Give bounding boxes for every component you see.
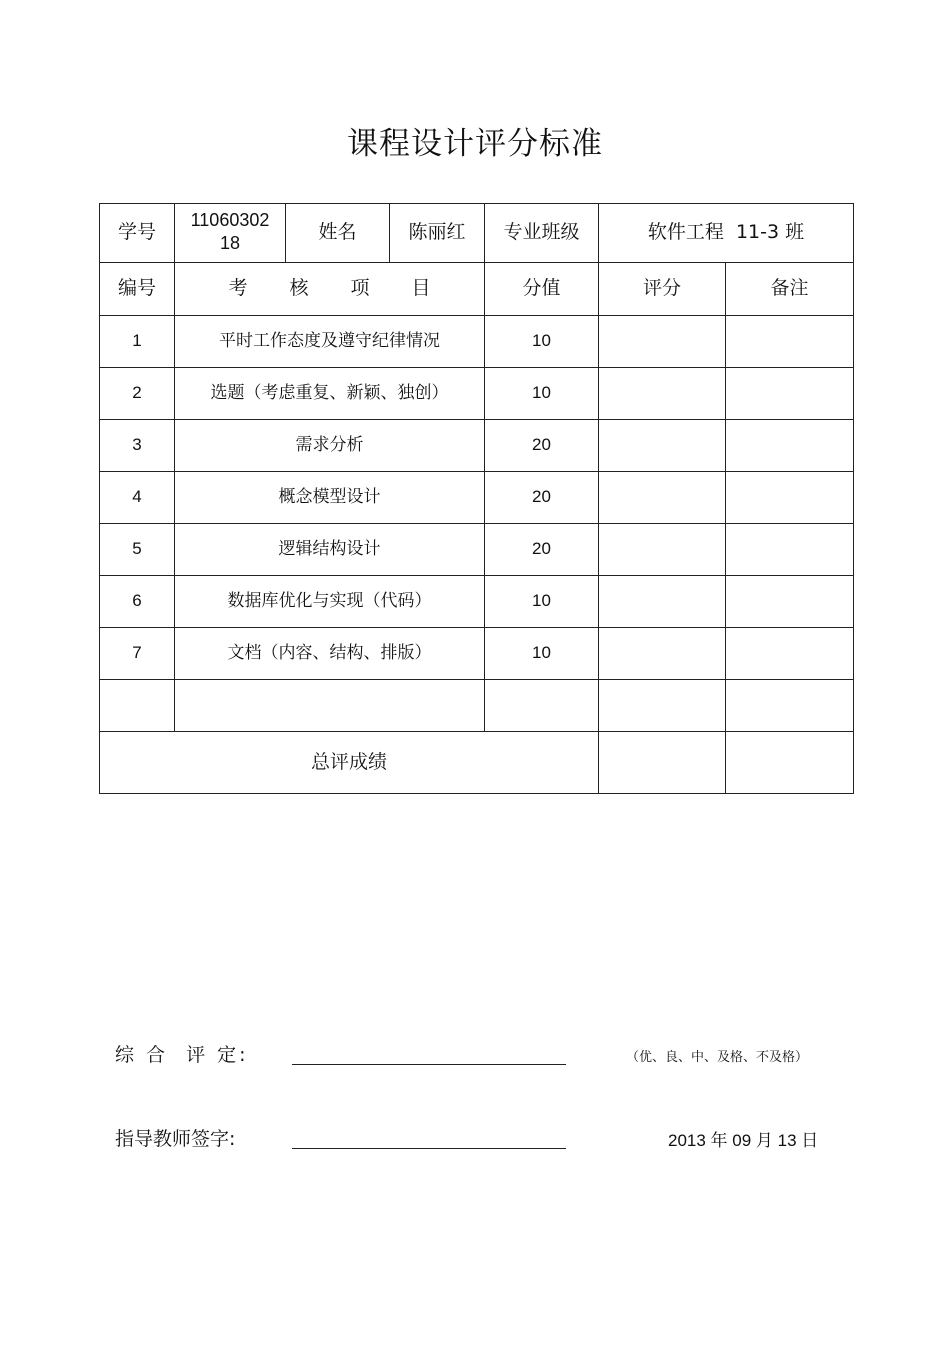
col-remark: 备注 <box>726 263 854 316</box>
item-name: 平时工作态度及遵守纪律情况 <box>175 316 485 368</box>
item-grade-cell <box>599 368 726 420</box>
item-no: 7 <box>100 628 175 680</box>
student-id-value <box>175 204 286 263</box>
table-row <box>100 368 854 420</box>
item-no: 5 <box>100 524 175 576</box>
total-remark-cell <box>726 732 854 794</box>
item-remark-cell <box>726 472 854 524</box>
table-row <box>100 316 854 368</box>
total-grade-cell <box>599 732 726 794</box>
empty-cell <box>175 680 485 732</box>
table-row <box>100 576 854 628</box>
empty-cell <box>485 680 599 732</box>
student-info-row <box>100 204 854 263</box>
column-header-row <box>100 263 854 316</box>
col-grade: 评分 <box>599 263 726 316</box>
item-grade-cell <box>599 524 726 576</box>
table-row <box>100 628 854 680</box>
item-name: 概念模型设计 <box>175 472 485 524</box>
col-no: 编号 <box>100 263 175 316</box>
item-score: 10 <box>485 576 599 628</box>
item-score: 10 <box>485 368 599 420</box>
table-row <box>100 472 854 524</box>
item-grade-cell <box>599 316 726 368</box>
item-remark-cell <box>726 420 854 472</box>
empty-cell <box>599 680 726 732</box>
item-name: 选题（考虑重复、新颖、独创） <box>175 368 485 420</box>
empty-cell <box>726 680 854 732</box>
item-score: 10 <box>485 628 599 680</box>
student-id-label: 学号 <box>100 204 175 263</box>
grading-table <box>99 203 854 794</box>
student-id-line2: 18 <box>219 233 241 254</box>
item-grade-cell <box>599 472 726 524</box>
item-name: 需求分析 <box>175 420 485 472</box>
item-grade-cell <box>599 420 726 472</box>
signature-line[interactable] <box>292 1148 566 1149</box>
item-score: 20 <box>485 420 599 472</box>
item-grade-cell <box>599 628 726 680</box>
empty-row <box>100 680 854 732</box>
item-score: 20 <box>485 472 599 524</box>
sign-date: 2013 年 09 月 13 日 <box>668 1131 819 1150</box>
item-remark-cell <box>726 524 854 576</box>
item-name: 逻辑结构设计 <box>175 524 485 576</box>
item-remark-cell <box>726 628 854 680</box>
page-title: 课程设计评分标准 <box>347 126 603 162</box>
total-label: 总评成绩 <box>100 732 599 794</box>
empty-cell <box>100 680 175 732</box>
item-no: 4 <box>100 472 175 524</box>
item-no: 6 <box>100 576 175 628</box>
col-item: 考 核 项 目 <box>175 263 485 316</box>
item-remark-cell <box>726 316 854 368</box>
total-row <box>100 732 854 794</box>
name-value: 陈丽红 <box>390 204 485 263</box>
item-score: 20 <box>485 524 599 576</box>
item-no: 3 <box>100 420 175 472</box>
name-label: 姓名 <box>286 204 390 263</box>
table-row <box>100 420 854 472</box>
item-no: 1 <box>100 316 175 368</box>
table-row <box>100 524 854 576</box>
overall-evaluation-line[interactable] <box>292 1064 566 1065</box>
col-score: 分值 <box>485 263 599 316</box>
item-remark-cell <box>726 368 854 420</box>
item-no: 2 <box>100 368 175 420</box>
class-label: 专业班级 <box>485 204 599 263</box>
item-remark-cell <box>726 576 854 628</box>
grade-options-note: （优、良、中、及格、不及格） <box>626 1050 809 1065</box>
signature-label: 指导教师签字: <box>115 1128 236 1150</box>
item-name: 数据库优化与实现（代码） <box>175 576 485 628</box>
overall-evaluation-label: 综 合 评 定: <box>115 1044 249 1066</box>
item-name: 文档（内容、结构、排版） <box>175 628 485 680</box>
class-value: 软件工程 11-3 班 <box>599 204 854 263</box>
item-grade-cell <box>599 576 726 628</box>
student-id-line1: 11060302 <box>190 209 270 230</box>
item-score: 10 <box>485 316 599 368</box>
